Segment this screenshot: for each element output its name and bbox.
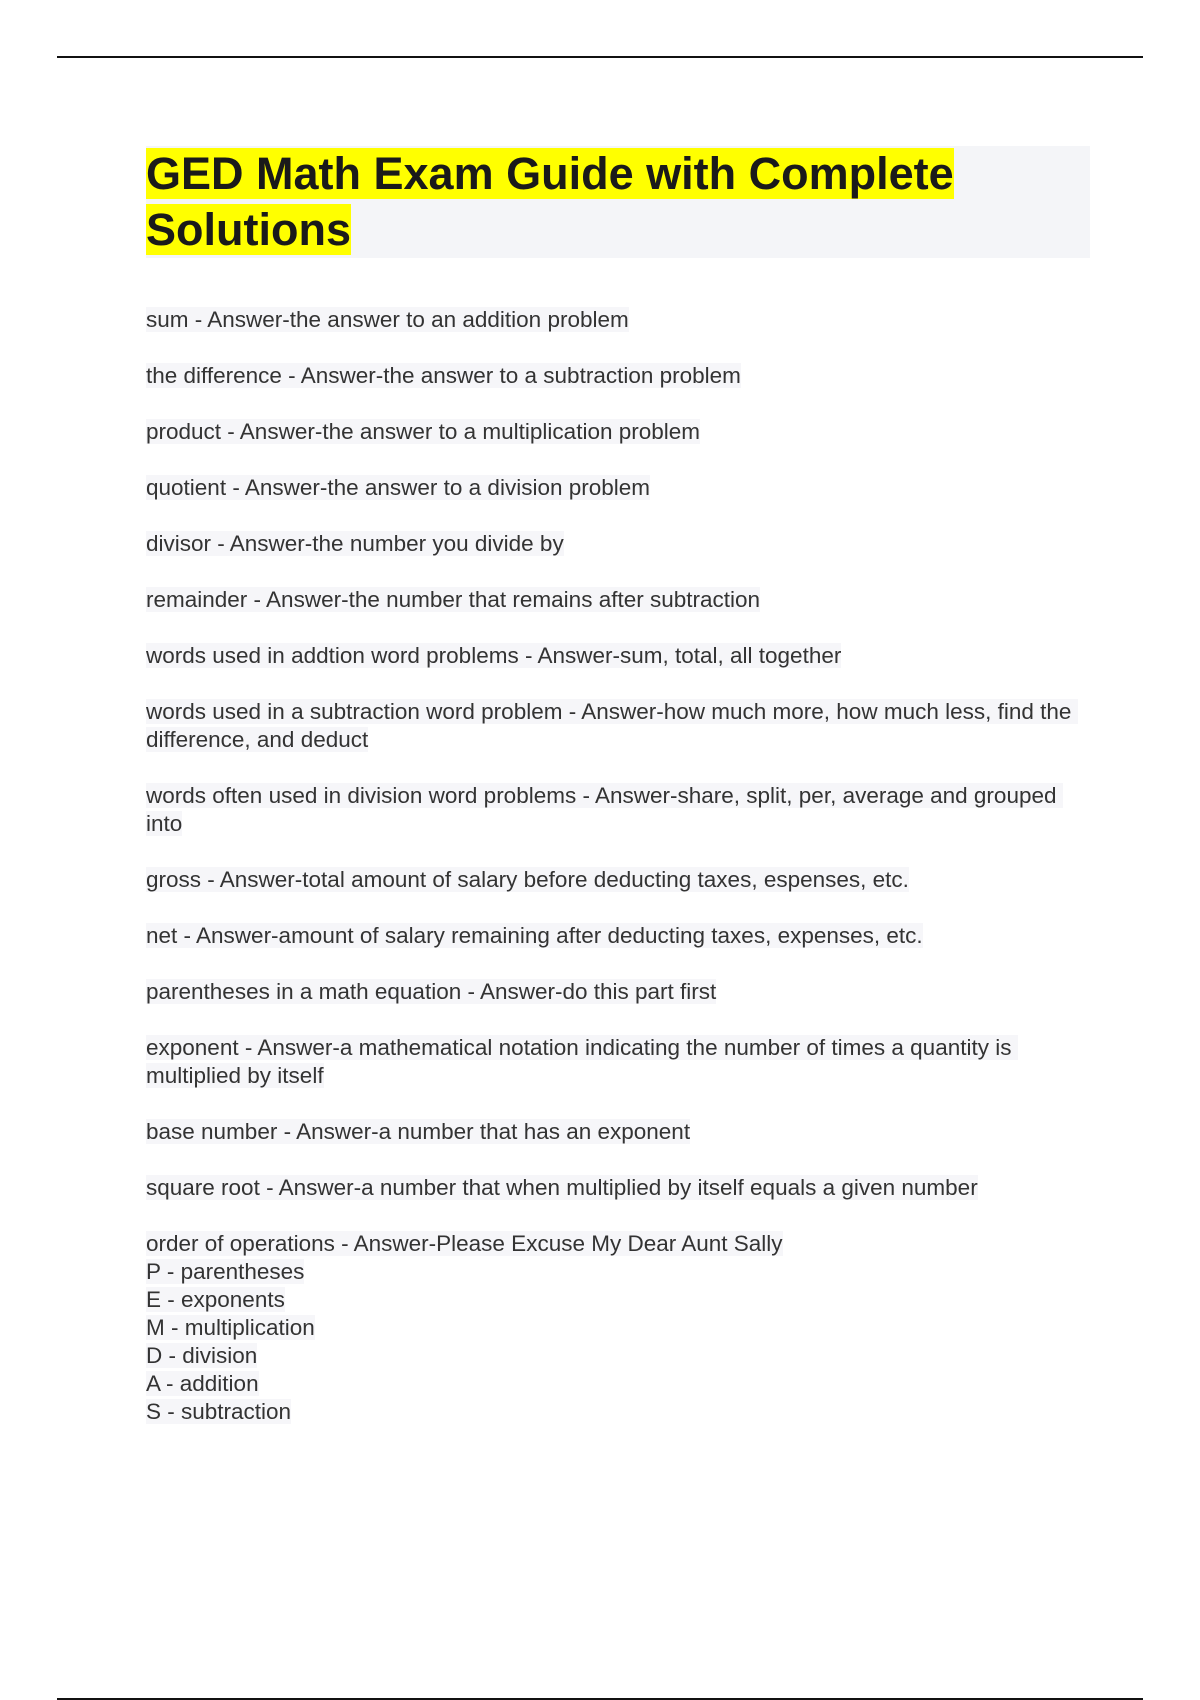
document-body	[146, 146, 1090, 1454]
qa-item-text: words used in a subtraction word problem - Answer-how much more, how much less, find the difference, and deduct	[146, 699, 1078, 752]
qa-item-text: the difference - Answer-the answer to a subtraction problem	[146, 363, 741, 388]
qa-item	[146, 418, 1090, 446]
qa-item	[146, 586, 1090, 614]
qa-item	[146, 866, 1090, 894]
qa-item-text: gross - Answer-total amount of salary before deducting taxes, espenses, etc.	[146, 867, 909, 892]
qa-item-text: exponent - Answer-a mathematical notation indicating the number of times a quantity is multiplied by itself	[146, 1035, 1018, 1088]
qa-item	[146, 978, 1090, 1006]
qa-item-text: remainder - Answer-the number that remains after subtraction	[146, 587, 761, 612]
qa-item-text: words used in addtion word problems - Answer-sum, total, all together	[146, 643, 842, 668]
qa-item	[146, 1118, 1090, 1146]
document-title-text: GED Math Exam Guide with Complete Solutions	[146, 148, 954, 255]
qa-list	[146, 306, 1090, 1426]
qa-item	[146, 474, 1090, 502]
qa-item-text: order of operations - Answer-Please Excuse My Dear Aunt Sally P - parentheses E - exponents M - multiplication D - division A - addition S - subtraction	[146, 1231, 783, 1424]
qa-item	[146, 922, 1090, 950]
qa-item-text: quotient - Answer-the answer to a division problem	[146, 475, 651, 500]
qa-item	[146, 530, 1090, 558]
qa-item-text: base number - Answer-a number that has an exponent	[146, 1119, 691, 1144]
qa-item-text: divisor - Answer-the number you divide by	[146, 531, 564, 556]
document-title	[146, 146, 1090, 258]
qa-item	[146, 1174, 1090, 1202]
qa-item-text: product - Answer-the answer to a multiplication problem	[146, 419, 701, 444]
top-rule	[57, 56, 1143, 58]
qa-item	[146, 306, 1090, 334]
qa-item-text: parentheses in a math equation - Answer-do this part first	[146, 979, 717, 1004]
qa-item	[146, 642, 1090, 670]
title-block	[146, 146, 1090, 258]
qa-item	[146, 362, 1090, 390]
qa-item	[146, 1034, 1090, 1090]
qa-item	[146, 782, 1090, 838]
qa-item	[146, 698, 1090, 754]
qa-item-text: sum - Answer-the answer to an addition problem	[146, 307, 629, 332]
qa-item-text: net - Answer-amount of salary remaining after deducting taxes, expenses, etc.	[146, 923, 923, 948]
qa-item-text: square root - Answer-a number that when multiplied by itself equals a given number	[146, 1175, 978, 1200]
qa-item-text: words often used in division word problems - Answer-share, split, per, average and grouped into	[146, 783, 1063, 836]
qa-item	[146, 1230, 1090, 1426]
